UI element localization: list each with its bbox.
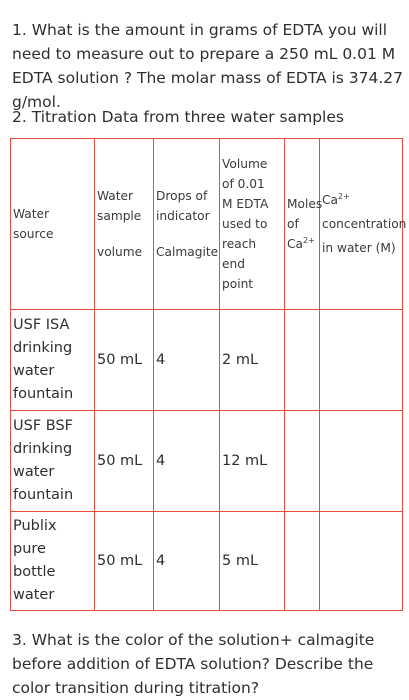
header-water-source [11, 139, 95, 310]
cell-text: USF BSF [13, 418, 74, 434]
header-sample-volume [95, 139, 154, 310]
header-text [287, 234, 319, 254]
cell-text: water [13, 363, 55, 379]
header-text [322, 190, 402, 210]
question-3: 3. What is the color of the solution+ calmagite before addition of EDTA solution? Describe the color transition during titration? [12, 631, 375, 697]
header-moles-ca [285, 139, 323, 310]
cell-text: pure [13, 541, 46, 557]
header-text: Calmagite [156, 245, 219, 259]
header-text: reach [222, 237, 257, 251]
table-header-row [11, 139, 403, 310]
cell-drops: 4 [154, 310, 220, 411]
header-drops-indicator [154, 139, 220, 310]
header-text: Water [97, 189, 134, 203]
header-text: M EDTA [222, 197, 269, 211]
header-text: of 0.01 [222, 177, 265, 191]
cell-text: fountain [13, 386, 74, 402]
header-text: Ca [287, 237, 303, 251]
cell-moles [285, 310, 320, 411]
cell-source [11, 310, 95, 411]
header-text: point [222, 277, 254, 291]
header-text: end [222, 257, 245, 271]
superscript: 2+ [337, 191, 350, 201]
header-text: used to [222, 217, 268, 231]
cell-source [11, 411, 95, 512]
cell-volume: 50 mL [95, 310, 154, 411]
header-ca-concentration [320, 139, 407, 310]
header-text: Volume [222, 157, 268, 171]
header-text: source [13, 227, 54, 241]
superscript: 2+ [302, 235, 315, 245]
cell-text: water [13, 587, 55, 603]
cell-text: Publix [13, 518, 57, 534]
cell-volume: 50 mL [95, 512, 154, 611]
cell-edta: 2 mL [220, 310, 285, 411]
table-row [11, 512, 403, 611]
cell-volume: 50 mL [95, 411, 154, 512]
header-text: Water [13, 207, 50, 221]
cell-edta: 12 mL [220, 411, 285, 512]
cell-concentration [320, 310, 403, 411]
cell-concentration [320, 411, 403, 512]
cell-edta: 5 mL [220, 512, 285, 611]
cell-moles [285, 512, 320, 611]
cell-text: drinking [13, 441, 73, 457]
header-text: Moles [287, 197, 323, 211]
cell-drops: 4 [154, 512, 220, 611]
cell-source [11, 512, 95, 611]
header-text: concentration [322, 217, 407, 231]
question-1: 1. What is the amount in grams of EDTA you will need to measure out to prepare a 250 mL 0.01 M EDTA solution ? The molar mass of EDTA is 374.27 g/mol. [12, 21, 404, 111]
cell-concentration [320, 512, 403, 611]
header-text: Drops of [156, 189, 208, 203]
cell-drops: 4 [154, 411, 220, 512]
header-text: in water (M) [322, 241, 396, 255]
header-text: volume [97, 245, 143, 259]
cell-text: drinking [13, 340, 73, 356]
cell-text: bottle [13, 564, 56, 580]
header-text: of [287, 217, 299, 231]
question-2: 2. Titration Data from three water samples [12, 108, 344, 126]
table-row [11, 310, 403, 411]
table-row [11, 411, 403, 512]
header-text: sample [97, 209, 142, 223]
cell-text: fountain [13, 487, 74, 503]
cell-moles [285, 411, 320, 512]
header-text: indicator [156, 209, 210, 223]
cell-text: water [13, 464, 55, 480]
cell-text: USF ISA [13, 317, 70, 333]
titration-data-table [10, 138, 407, 611]
header-text: Ca [322, 193, 338, 207]
header-edta-volume [220, 139, 285, 310]
